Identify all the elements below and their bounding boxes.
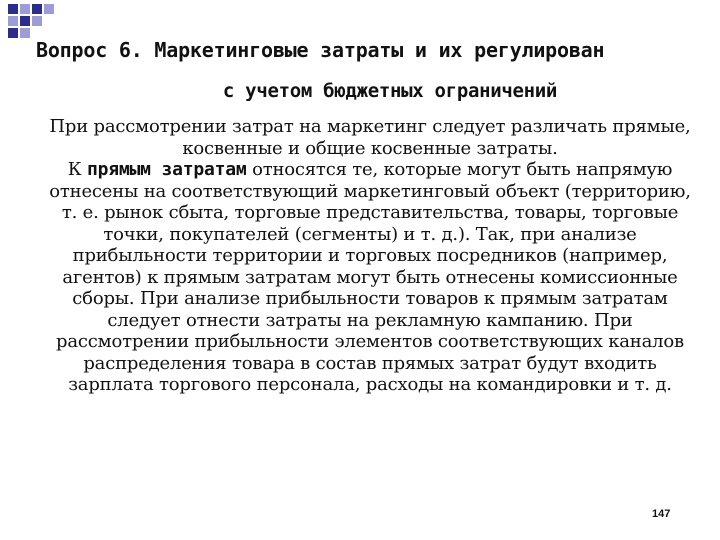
direct-costs-text: относятся те, которые могут быть напрямую отнесены на соответствующий маркетинговый объект (территорию, т. е. рынок сбыта, торговые представительства, товары, торговые точки, покупателей (сегменты) и т. д.). Так, при анализе прибыльности территории и торговых посредников (например, агентов) к прямым затратам могут быть отнесены комиссионные сборы. При анализе прибыльности товаров к прямым затратам следует отнести затраты на рекламную кампанию. При рассмотрении прибыльности элементов соответствующих каналов распределения товара в состав прямых затрат будут входить зарплата торгового персонала, расходы на командировки и т. д. bbox=[49, 159, 691, 395]
slide-title: Вопрос 6. Маркетинговые затраты и их регулирован bbox=[36, 38, 605, 62]
intro-paragraph: При рассмотрении затрат на маркетинг следует различать прямые, косвенные и общие косвенные затраты. bbox=[49, 116, 691, 159]
decoration-square bbox=[44, 4, 54, 14]
decoration-square bbox=[8, 28, 18, 38]
direct-costs-paragraph bbox=[40, 159, 700, 396]
decoration-square bbox=[20, 16, 30, 26]
slide-body bbox=[40, 116, 700, 396]
decoration-square bbox=[32, 4, 42, 14]
slide-subtitle: с учетом бюджетных ограничений bbox=[222, 80, 558, 102]
decoration-square bbox=[20, 28, 30, 38]
decoration-square bbox=[20, 4, 30, 14]
page-number: 147 bbox=[652, 508, 671, 520]
corner-decoration bbox=[0, 0, 60, 40]
decoration-square bbox=[32, 16, 42, 26]
direct-costs-term: прямым затратам bbox=[86, 159, 247, 180]
decoration-square bbox=[8, 4, 18, 14]
direct-costs-prefix: К bbox=[67, 159, 87, 180]
decoration-square bbox=[8, 16, 18, 26]
